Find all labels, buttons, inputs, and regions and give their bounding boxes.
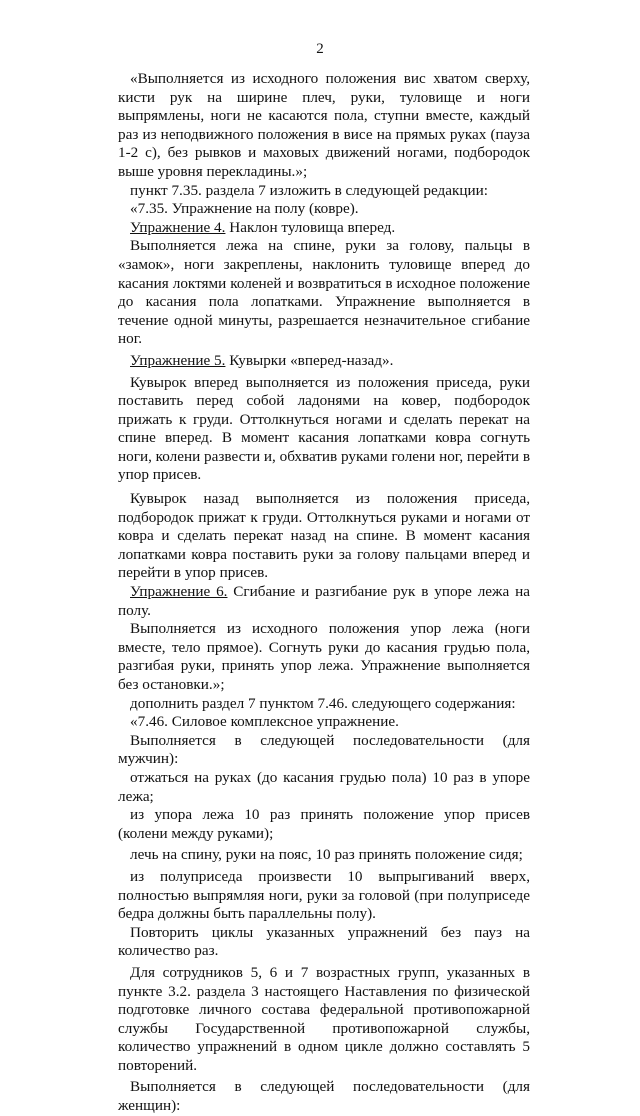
paragraph-step-squat-thrust: из упора лежа 10 раз принять положение упор присев (колени между руками);: [118, 806, 530, 842]
paragraph-women-sequence: Выполняется в следующей последовательности (для женщин):: [118, 1078, 530, 1115]
exercise-5-title: Кувырки «вперед-назад».: [225, 351, 394, 369]
exercise-4-label: Упражнение 4.: [130, 218, 226, 236]
paragraph-exercise-5-heading: [118, 352, 530, 371]
exercise-5-label: Упражнение 5.: [130, 351, 226, 369]
paragraph-men-sequence: Выполняется в следующей последовательности (для мужчин):: [118, 731, 530, 768]
paragraph-item-7-35-intro: пункт 7.35. раздела 7 изложить в следующей редакции:: [130, 181, 489, 199]
exercise-6-title: Сгибание и разгибание рук в упоре лежа на полу.: [118, 583, 530, 619]
page-number: 2: [316, 41, 324, 57]
document-body: [118, 70, 530, 1116]
paragraph-exercise-3-end: «Выполняется из исходного положения вис хватом сверху, кисти рук на ширине плеч, руки, туловище и ноги выпрямлены, ноги не касаются пола, ступни вместе, каждый раз из неподвижного положения в висе на прямых руках (пауза 1-2 с), без рывков и маховых движений ногами, подбородок выше уровня перекладины.»;: [118, 70, 530, 180]
paragraph-exercise-6-heading: [118, 583, 530, 620]
paragraph-item-7-46-intro: дополнить раздел 7 пунктом 7.46. следующего содержания:: [130, 694, 516, 712]
paragraph-item-7-35-title: «7.35. Упражнение на полу (ковре).: [130, 200, 359, 218]
paragraph-exercise-6-description: Выполняется из исходного положения упор лежа (ноги вместе, тело прямое). Согнуть руки до касания грудью пола, разгибая руки, принять упор лежа. Упражнение выполняется без остановки.»;: [118, 620, 530, 693]
exercise-6-label: Упражнение 6.: [130, 583, 228, 601]
exercise-4-title: Наклон туловища вперед.: [225, 218, 396, 236]
paragraph-repeat-cycles: Повторить циклы указанных упражнений без пауз на количество раз.: [118, 923, 530, 960]
paragraph-exercise-4-description: Выполняется лежа на спине, руки за голову, пальцы в «замок», ноги закреплены, наклонить туловище вперед до касания локтями коленей и возвратиться в исходное положение до касания пола лопатками. Упражнение выполняется в течение одной минуты, разрешается незначительное сгибание ног.: [118, 237, 530, 348]
paragraph-item-7-46-title: «7.46. Силовое комплексное упражнение.: [130, 713, 399, 731]
paragraph-exercise-5-forward: Кувырок вперед выполняется из положения приседа, руки поставить перед собой ладонями на ковер, подбородок прижать к груди. Оттолкнуться ногами и сделать перекат на спине вперед. В момент касания лопатками ковра согнуть ноги, колени развести и, обхватив руками голени ног, перейти в упор присев.: [118, 373, 530, 484]
paragraph-age-groups: Для сотрудников 5, 6 и 7 возрастных групп, указанных в пункте 3.2. раздела 3 настоящего Наставления по физической подготовке личного состава федеральной противопожарной службы Государственной противопожарной службы, количество упражнений в одном цикле должно составлять 5 повторений.: [118, 963, 530, 1074]
paragraph-step-pushups: отжаться на руках (до касания грудью пола) 10 раз в упоре лежа;: [118, 768, 530, 805]
paragraph-exercise-4-heading: [118, 219, 530, 238]
paragraph-exercise-5-backward: Кувырок назад выполняется из положения приседа, подбородок прижат к груди. Оттолкнуться руками и ногами от ковра и сделать перекат назад на спине. В момент касания лопатками ковра поставить руки за голову пальцами вперед и перейти в упор присев.: [118, 490, 530, 582]
paragraph-step-jumps: из полуприседа произвести 10 выпрыгиваний вверх, полностью выпрямляя ноги, руки за головой (при полуприседе бедра должны быть параллельны полу).: [118, 867, 530, 923]
paragraph-step-situps: лечь на спину, руки на пояс, 10 раз принять положение сидя;: [130, 846, 523, 864]
